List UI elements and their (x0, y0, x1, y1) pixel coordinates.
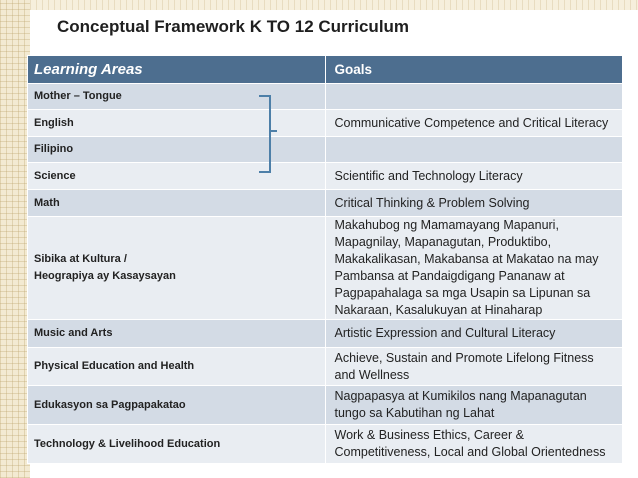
language-group-bracket (259, 95, 271, 173)
learning-area-cell: Science (28, 163, 326, 190)
learning-area-cell: Mother – Tongue (28, 84, 326, 110)
table-row (28, 320, 623, 348)
table-row (28, 137, 623, 163)
page-title: Conceptual Framework K TO 12 Curriculum (57, 17, 410, 36)
top-decorative-pattern (0, 0, 638, 10)
goal-cell: Nagpapasya at Kumikilos nang Mapanagutan tungo sa Kabutihan ng Lahat (325, 386, 623, 425)
learning-area-cell: Math (28, 190, 326, 217)
goal-cell: Makahubog ng Mamamayang Mapanuri, Mapagnilay, Mapanagutan, Produktibo, Makakalikasan, Makabansa at Makatao na may Pambansa at Pandaigdigang Pananaw at Pagpapahalaga sa mga Usapin sa Lipunan sa Nakaraan, Kasalukuyan at Hinaharap (325, 217, 623, 320)
table-row (28, 84, 623, 110)
goal-cell: Communicative Competence and Critical Literacy (325, 110, 623, 137)
table-row (28, 110, 623, 137)
learning-area-cell: Sibika at Kultura / Heograpiya ay Kasaysayan (28, 217, 326, 320)
goal-cell: Work & Business Ethics, Career & Competitiveness, Local and Global Orientedness (325, 425, 623, 464)
table-header-row (28, 56, 623, 84)
goal-cell: Artistic Expression and Cultural Literacy (325, 320, 623, 348)
table-row (28, 217, 623, 320)
goal-cell: Achieve, Sustain and Promote Lifelong Fitness and Wellness (325, 348, 623, 386)
table-row (28, 190, 623, 217)
goal-cell (325, 84, 623, 110)
learning-area-cell: English (28, 110, 326, 137)
goal-cell: Critical Thinking & Problem Solving (325, 190, 623, 217)
curriculum-table (27, 55, 623, 464)
table-row (28, 386, 623, 425)
learning-area-cell: Technology & Livelihood Education (28, 425, 326, 464)
goal-cell: Scientific and Technology Literacy (325, 163, 623, 190)
learning-area-cell: Filipino (28, 137, 326, 163)
language-group-bracket-tick (271, 130, 277, 132)
header-goals: Goals (325, 56, 623, 84)
left-decorative-pattern (0, 0, 30, 478)
table-row (28, 348, 623, 386)
goal-cell (325, 137, 623, 163)
learning-area-cell: Edukasyon sa Pagpapakatao (28, 386, 326, 425)
learning-area-cell: Music and Arts (28, 320, 326, 348)
table-row (28, 163, 623, 190)
learning-area-cell: Physical Education and Health (28, 348, 326, 386)
table-row (28, 425, 623, 464)
header-learning-areas: Learning Areas (28, 56, 326, 84)
